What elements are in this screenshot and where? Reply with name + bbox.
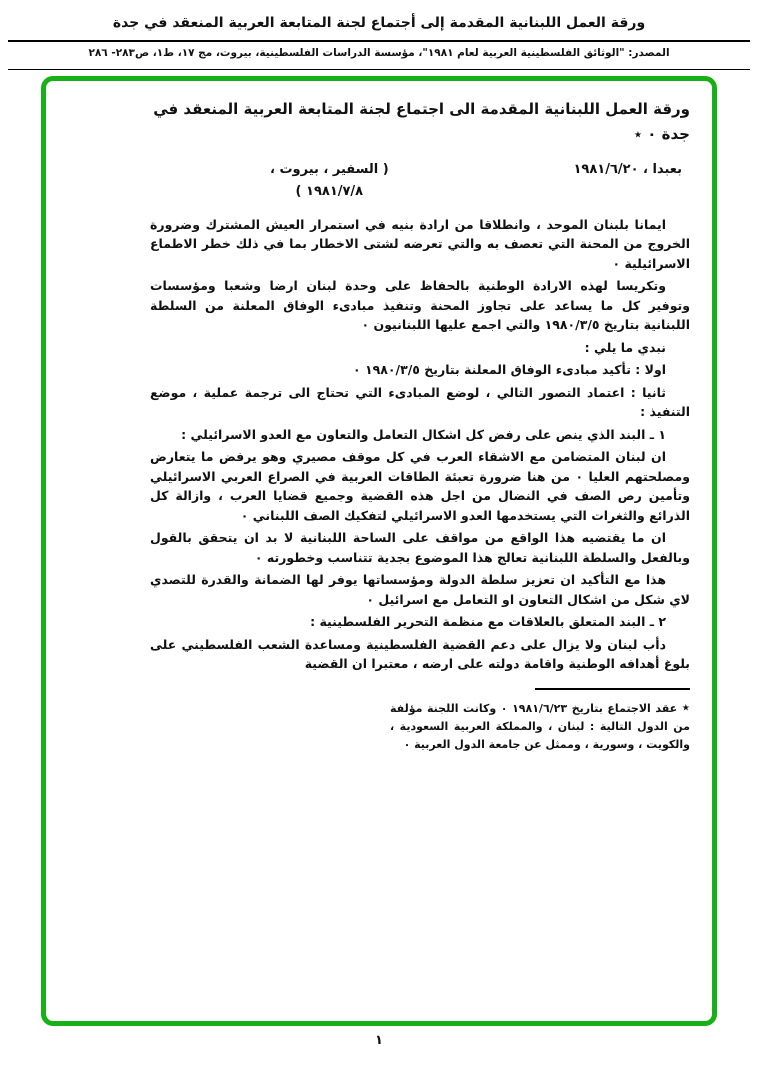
paragraph: اولا : تأكيد مبادىء الوفاق المعلنة بتاريخ ١٩٨٠/٣/٥ ٠ [353, 362, 666, 378]
paragraph: وتكريسا لهذه الارادة الوطنية بالحفاظ على وحدة لبنان ارضا وشعبا ومؤسسات وتوفير كل ما يساعد على تجاوز المحنة وتنفيذ مبادىء الوفاق المعلنة من السلطة اللبنانية بتاريخ ١٩٨٠/٣/٥ والتي اجمع عليها اللبنانيون ٠ [150, 278, 690, 333]
dateline-source-line1: ( السفير ، بيروت ، [270, 161, 389, 177]
footnote-rule [535, 688, 690, 690]
dateline-source-line2: ١٩٨١/٧/٨ ) [295, 183, 364, 199]
dateline-source [270, 159, 389, 203]
header-title: ورقة العمل اللبنانية المقدمة إلى أجتماع لجنة المتابعة العربية المنعقد في جدة [112, 15, 646, 31]
document-title [150, 97, 690, 147]
footnote [390, 688, 690, 754]
document-title-text: ورقة العمل اللبنانية المقدمة الى اجتماع لجنة المتابعة العربية المنعقد في جدة ٠ [153, 100, 690, 143]
paragraph: ثانيا : اعتماد التصور التالي ، لوضع المبادىء التي تحتاج الى ترجمة عملية ، موضع التنفيذ : [150, 384, 690, 420]
document-body [150, 215, 690, 674]
footnote-text [390, 698, 690, 754]
header-rule-bottom [8, 69, 750, 70]
page-header [0, 0, 758, 70]
header-source: المصدر: "الوثائق الفلسطينية العربية لعام ١٩٨١"، مؤسسة الدراسات الفلسطينية، بيروت، مج ١٧، ط١، ص٢٨٣- ٢٨٦ [88, 47, 670, 59]
dateline [270, 159, 682, 203]
paragraph: هذا مع التأكيد ان تعزيز سلطة الدولة ومؤسساتها يوفر لها الضمانة والقدرة للتصدي لاي شكل من اشكال التعاون او التعامل مع اسرائيل ٠ [150, 572, 690, 607]
paragraph: دأب لبنان ولا يزال على دعم القضية الفلسطينية ومساعدة الشعب الفلسطيني على بلوغ أهدافه الوطنية واقامة دولته على ارضه ، معتبرا ان القضية [150, 636, 690, 672]
dateline-place-date: بعبدا ، ١٩٨١/٦/٢٠ [573, 161, 682, 177]
paragraph: نبدي ما يلي : [584, 339, 666, 355]
footnote-body: عقد الاجتماع بتاريخ ١٩٨١/٦/٢٣ ٠ وكانت اللجنة مؤلفة من الدول التالية : لبنان ، والمملكة العربية السعودية ، والكويت ، وسورية ، وممثل عن جامعة الدول العربية ٠ [390, 701, 690, 751]
document-frame [41, 76, 717, 1026]
paragraph: ان لبنان المتضامن مع الاشقاء العرب في كل موقف مصيري وهو يرفض ما يتعارض ومصلحتهم العليا ٠ من هنا ضرورة تعبئة الطاقات العربية في الصراع العربي الاسرائيلي وتأمين رص الصف في النضال من اجل هذه القضية وجميع قضايا العرب ، وازالة كل الذرائع والثغرات التي يستخدمها العدو الاسرائيلي لتفكيك الصف اللبناني ٠ [150, 449, 691, 523]
footnote-marker-icon: ٭ [681, 697, 690, 716]
paragraph: ان ما يقتضيه هذا الواقع من مواقف على الساحة اللبنانية لا بد ان يتحقق بالقول وبالفعل والسلطة اللبنانية تعالج هذا الموضوع بجدية تتناسب وخطورته ٠ [150, 530, 690, 565]
paragraph: ايمانا بلبنان الموحد ، وانطلاقا من ارادة بنيه في استمرار العيش المشترك وضرورة الخروج من المحنة التي تعصف به والتي تعرضه لشتى الاخطار بما في ذلك خطر الاطماع الاسرائيلية ٠ [150, 216, 690, 271]
footnote-marker-icon: ٭ [633, 124, 643, 143]
paragraph: ٢ ـ البند المتعلق بالعلاقات مع منظمة التحرير الفلسطينية : [310, 614, 666, 630]
paragraph: ١ ـ البند الذي ينص على رفض كل اشكال التعامل والتعاون مع العدو الاسرائيلي : [181, 426, 666, 442]
page-number: ١ [375, 1033, 383, 1048]
